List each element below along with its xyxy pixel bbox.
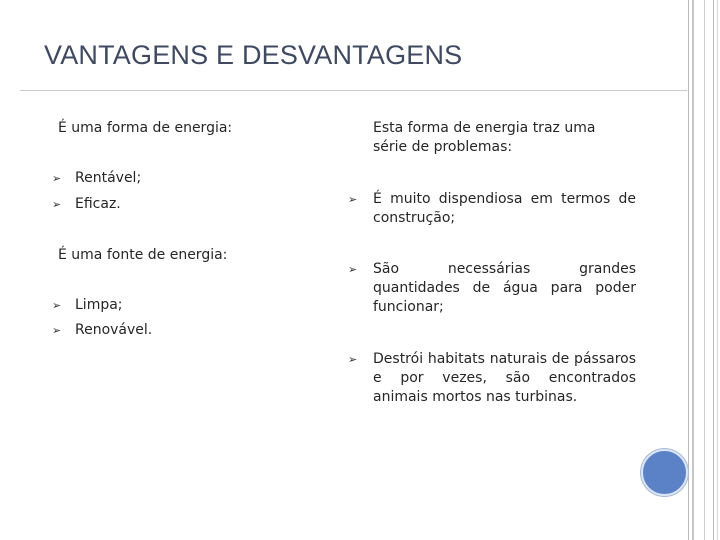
frame-line [688,0,689,540]
frame-line [704,0,705,540]
arrow-bullet-icon: ➢ [348,263,358,276]
frame-line [692,0,694,540]
left-list-item: Eficaz. [75,196,121,212]
slide-title: VANTAGENS E DESVANTAGENS [44,40,463,70]
title-divider [20,90,687,91]
decorative-circle [641,449,688,496]
left-list-item: Limpa; [75,297,123,313]
arrow-bullet-icon: ➢ [348,193,358,206]
arrow-bullet-icon: ➢ [52,172,62,185]
left-list-item: Renovável. [75,322,153,338]
right-intro: Esta forma de energia traz uma série de problemas: [373,120,596,155]
arrow-bullet-icon: ➢ [52,299,62,312]
left-list-item: Rentável; [75,170,142,186]
right-list-item: São necessárias grandes quantidades de água para poder funcionar; [373,261,636,315]
frame-line [717,0,718,540]
arrow-bullet-icon: ➢ [52,198,62,211]
arrow-bullet-icon: ➢ [348,353,358,366]
frame-line [713,0,714,540]
left-intro-1: É uma forma de energia: [58,120,233,136]
left-intro-2: É uma fonte de energia: [58,247,228,263]
right-list-item: Destrói habitats naturais de pássaros e por vezes, são encontrados animais mortos nas turbinas. [373,351,636,405]
arrow-bullet-icon: ➢ [52,324,62,337]
right-list-item: É muito dispendiosa em termos de construção; [373,191,636,226]
